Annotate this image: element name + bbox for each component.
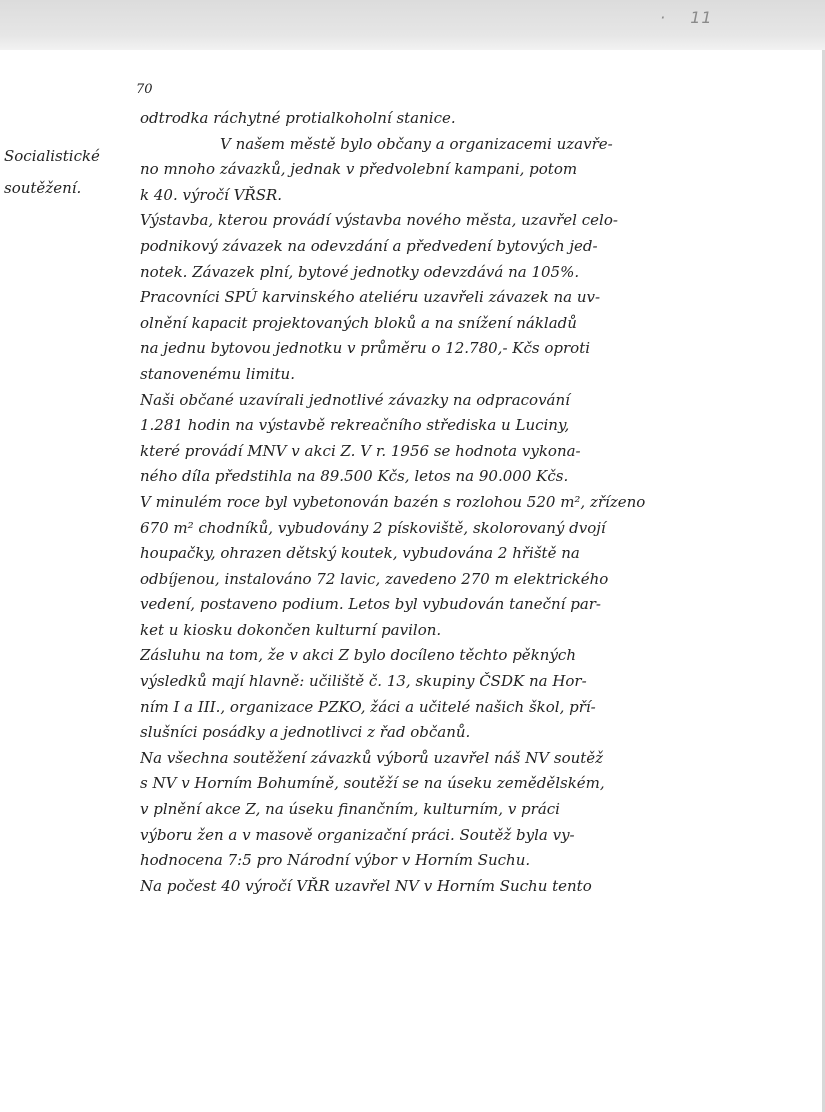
archive-stamp [660,8,713,27]
stamp-dot: · [660,8,667,27]
margin-note: Socialistické soutěžení. [4,147,100,197]
text-line: hodnocena 7:5 pro Národní výbor v Horním Suchu. [140,851,531,870]
text-line: odbíjenou, instalováno 72 lavic, zavedeno 270 m elektrického [140,569,609,588]
text-line: V minulém roce byl vybetonován bazén s rozlohou 520 m², zřízeno [140,492,646,511]
text-line: vedení, postaveno podium. Letos byl vybudován taneční par- [140,595,602,614]
text-line: no mnoho závazků, jednak v předvolební kampani, potom [140,160,578,179]
text-line: odtrodka ráchytné protialkoholní stanice. [140,109,456,127]
text-line: ním I a III., organizace PZKO, žáci a učitelé našich škol, pří- [140,697,596,716]
text-line: Na všechna soutěžení závazků výborů uzavřel náš NV soutěž [140,748,604,767]
text-line: výsledků mají hlavně: učiliště č. 13, skupiny ČSDK na Hor- [140,672,587,691]
text-line: které provádí MNV v akci Z. V r. 1956 se hodnota vykona- [140,441,581,460]
text-line: s NV v Horním Bohumíně, soutěží se na úseku zemědělském, [140,774,605,793]
text-line: Na počest 40 výročí VŘR uzavřel NV v Horním Suchu tento [140,876,592,895]
text-line: Naši občané uzavírali jednotlivé závazky na odpracování [140,390,570,409]
handwritten-body [140,106,785,899]
text-line: Zásluhu na tom, že v akci Z bylo docíleno těchto pěkných [140,646,576,665]
text-line: ket u kiosku dokončen kulturní pavilon. [140,620,442,639]
text-line: Výstavba, kterou provádí výstavba nového města, uzavřel celo- [140,211,618,230]
text-line: notek. Závazek plní, bytové jednotky odevzdává na 105%. [140,262,580,281]
text-line: houpačky, ohrazen dětský koutek, vybudována 2 hřiště na [140,544,580,563]
text-line: v plnění akce Z, na úseku finančním, kulturním, v práci [140,800,560,819]
text-line: ného díla předstihla na 89.500 Kčs, letos na 90.000 Kčs. [140,467,569,486]
text-line: Pracovníci SPÚ karvinského ateliéru uzavřeli závazek na uv- [140,288,601,307]
text-line: V našem městě bylo občany a organizacemi uzavře- [220,134,613,153]
text-line: na jednu bytovou jednotku v průměru o 12.780,- Kčs oproti [140,339,591,358]
text-line: 1.281 hodin na výstavbě rekreačního střediska u Luciny, [140,416,570,435]
text-line: stanovenému limitu. [140,364,295,383]
text-line: 670 m² chodníků, vybudovány 2 pískoviště, skolorovaný dvojí [140,518,606,537]
page-number: 70 [136,82,153,97]
stamp-number: 11 [690,8,713,27]
text-line: výboru žen a v masově organizační práci. Soutěž byla vy- [140,825,575,844]
text-line: podnikový závazek na odevzdání a předvedení bytových jed- [140,236,598,255]
text-line: k 40. výročí VŘSR. [140,185,283,204]
text-line: slušníci posádky a jednotlivci z řad občanů. [140,723,471,742]
text-line: olnění kapacit projektovaných bloků a na snížení nákladů [140,313,577,332]
